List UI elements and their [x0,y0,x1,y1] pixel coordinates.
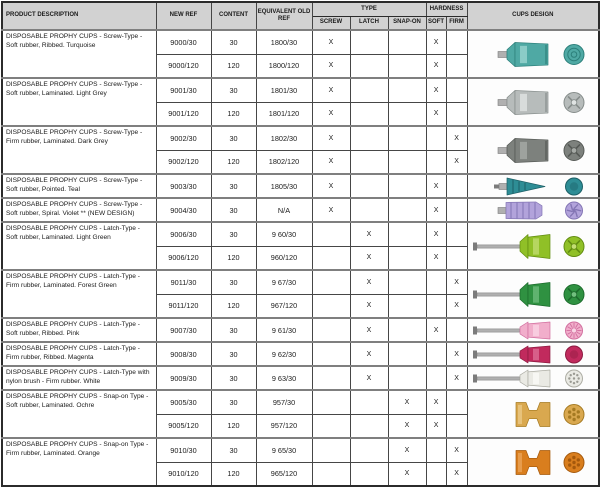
hardness-firm-cell [446,54,467,78]
content-cell: 120 [211,462,256,486]
new-ref-cell: 9005/120 [156,414,211,438]
type-snap-on-cell: X [388,390,426,414]
header-type-latch: LATCH [350,17,388,31]
header-hardness-firm: FIRM [446,17,467,31]
type-screw-cell [312,462,350,486]
content-cell: 30 [211,222,256,246]
new-ref-cell: 9003/30 [156,174,211,198]
old-ref-cell: 1805/30 [256,174,312,198]
type-latch-cell: X [350,294,388,318]
table-row [2,198,599,222]
old-ref-cell: 9 65/30 [256,438,312,462]
type-snap-on-cell [388,54,426,78]
hardness-firm-cell: X [446,438,467,462]
type-screw-cell: X [312,54,350,78]
table-row [2,270,599,294]
type-latch-cell [350,54,388,78]
new-ref-cell: 9002/120 [156,150,211,174]
new-ref-cell: 9010/120 [156,462,211,486]
cup-design-cell [467,390,599,438]
product-description-cell: DISPOSABLE PROPHY CUPS - Latch-Type - Soft rubber, Laminated. Light Green [2,222,156,270]
cup-design-cell [467,366,599,390]
new-ref-cell: 9008/30 [156,342,211,366]
hardness-soft-cell [426,294,446,318]
old-ref-cell: 9 63/30 [256,366,312,390]
hardness-firm-cell [446,318,467,342]
hardness-firm-cell [446,198,467,222]
hardness-firm-cell [446,78,467,102]
header-content: CONTENT [211,2,256,30]
violet-spiral-screw-cup-icon [470,201,596,220]
header-cups-design: CUPS DESIGN [467,2,599,30]
old-ref-cell: 9 60/30 [256,222,312,246]
content-cell: 120 [211,102,256,126]
table-row [2,30,599,54]
content-cell: 30 [211,342,256,366]
hardness-soft-cell: X [426,222,446,246]
cup-design-cell [467,198,599,222]
type-screw-cell [312,390,350,414]
type-snap-on-cell [388,294,426,318]
light-green-laminated-latch-cup-icon [470,225,596,268]
content-cell: 120 [211,246,256,270]
new-ref-cell: 9001/30 [156,78,211,102]
type-snap-on-cell: X [388,462,426,486]
hardness-soft-cell: X [426,414,446,438]
cup-design-cell [467,222,599,270]
hardness-soft-cell: X [426,102,446,126]
content-cell: 30 [211,318,256,342]
type-snap-on-cell [388,174,426,198]
new-ref-cell: 9000/120 [156,54,211,78]
hardness-soft-cell [426,342,446,366]
type-snap-on-cell [388,270,426,294]
light-grey-laminated-screw-cup-icon [470,81,596,124]
hardness-soft-cell: X [426,54,446,78]
hardness-soft-cell [426,270,446,294]
hardness-soft-cell: X [426,30,446,54]
type-screw-cell: X [312,30,350,54]
product-description-cell: DISPOSABLE PROPHY CUPS - Screw-Type - Soft rubber, Laminated. Light Grey [2,78,156,126]
content-cell: 30 [211,78,256,102]
type-screw-cell [312,342,350,366]
table-row [2,438,599,462]
type-screw-cell [312,414,350,438]
type-screw-cell: X [312,150,350,174]
old-ref-cell: 1800/30 [256,30,312,54]
type-screw-cell [312,222,350,246]
new-ref-cell: 9004/30 [156,198,211,222]
header-hardness: HARDNESS [426,2,467,17]
hardness-firm-cell [446,102,467,126]
type-latch-cell [350,30,388,54]
content-cell: 120 [211,414,256,438]
product-description-cell: DISPOSABLE PROPHY CUPS - Latch-Type - Soft rubber, Ribbed. Pink [2,318,156,342]
new-ref-cell: 9002/30 [156,126,211,150]
hardness-soft-cell: X [426,78,446,102]
hardness-soft-cell: X [426,174,446,198]
hardness-soft-cell [426,366,446,390]
content-cell: 120 [211,294,256,318]
old-ref-cell: 1802/120 [256,150,312,174]
type-latch-cell: X [350,318,388,342]
type-latch-cell [350,198,388,222]
content-cell: 30 [211,270,256,294]
hardness-soft-cell [426,150,446,174]
content-cell: 120 [211,150,256,174]
old-ref-cell: 965/120 [256,462,312,486]
old-ref-cell: 957/120 [256,414,312,438]
pink-ribbed-latch-cup-icon [470,321,596,340]
old-ref-cell: 967/120 [256,294,312,318]
new-ref-cell: 9007/30 [156,318,211,342]
type-snap-on-cell [388,78,426,102]
type-snap-on-cell [388,102,426,126]
teal-pointed-screw-cup-icon [470,177,596,196]
turquoise-ribbed-screw-cup-icon [470,33,596,76]
white-nylon-brush-latch-cup-icon [470,369,596,388]
type-latch-cell [350,462,388,486]
hardness-firm-cell: X [446,270,467,294]
cup-design-cell [467,270,599,318]
type-latch-cell: X [350,246,388,270]
hardness-soft-cell [426,126,446,150]
hardness-firm-cell: X [446,342,467,366]
product-description-cell: DISPOSABLE PROPHY CUPS - Snap-on Type - Soft rubber, Laminated. Ochre [2,390,156,438]
cup-design-cell [467,78,599,126]
cup-design-cell [467,126,599,174]
table-row [2,366,599,390]
product-description-cell: DISPOSABLE PROPHY CUPS - Latch-Type - Firm rubber, Ribbed. Magenta [2,342,156,366]
header-hardness-soft: SOFT [426,17,446,31]
type-snap-on-cell [388,366,426,390]
content-cell: 30 [211,126,256,150]
type-latch-cell [350,438,388,462]
hardness-firm-cell [446,222,467,246]
new-ref-cell: 9009/30 [156,366,211,390]
type-latch-cell: X [350,366,388,390]
type-latch-cell [350,78,388,102]
table-row [2,390,599,414]
old-ref-cell: 957/30 [256,390,312,414]
hardness-soft-cell: X [426,246,446,270]
type-latch-cell: X [350,222,388,246]
type-snap-on-cell [388,318,426,342]
table-row [2,342,599,366]
content-cell: 30 [211,174,256,198]
type-snap-on-cell [388,222,426,246]
type-screw-cell: X [312,198,350,222]
content-cell: 30 [211,390,256,414]
hardness-firm-cell [446,246,467,270]
product-description-cell: DISPOSABLE PROPHY CUPS - Screw-Type - Soft rubber, Spiral. Violet ** (NEW DESIGN) [2,198,156,222]
catalog-table-body [2,30,599,486]
old-ref-cell: 9 67/30 [256,270,312,294]
cup-design-cell [467,174,599,198]
product-description-cell: DISPOSABLE PROPHY CUPS - Snap-on Type - Firm rubber, Laminated. Orange [2,438,156,486]
hardness-firm-cell: X [446,366,467,390]
type-snap-on-cell [388,246,426,270]
new-ref-cell: 9006/120 [156,246,211,270]
product-description-cell: DISPOSABLE PROPHY CUPS - Latch-Type - Firm rubber, Laminated. Forest Green [2,270,156,318]
table-row [2,126,599,150]
type-latch-cell: X [350,270,388,294]
type-snap-on-cell [388,198,426,222]
header-product-description: PRODUCT DESCRIPTION [2,2,156,30]
type-screw-cell: X [312,78,350,102]
content-cell: 120 [211,54,256,78]
hardness-soft-cell [426,438,446,462]
hardness-firm-cell: X [446,294,467,318]
product-description-cell: DISPOSABLE PROPHY CUPS - Latch-Type with nylon brush - Firm rubber. White [2,366,156,390]
new-ref-cell: 9006/30 [156,222,211,246]
type-screw-cell [312,438,350,462]
new-ref-cell: 9011/30 [156,270,211,294]
old-ref-cell: 9 62/30 [256,342,312,366]
type-latch-cell [350,102,388,126]
type-latch-cell [350,150,388,174]
cup-design-cell [467,318,599,342]
orange-laminated-snap-on-cup-icon [470,441,596,484]
hardness-firm-cell [446,174,467,198]
new-ref-cell: 9001/120 [156,102,211,126]
type-latch-cell: X [350,342,388,366]
type-latch-cell [350,126,388,150]
type-screw-cell [312,246,350,270]
new-ref-cell: 9010/30 [156,438,211,462]
type-screw-cell: X [312,102,350,126]
type-screw-cell: X [312,126,350,150]
type-screw-cell [312,294,350,318]
type-snap-on-cell: X [388,438,426,462]
magenta-ribbed-latch-cup-icon [470,345,596,364]
hardness-firm-cell [446,30,467,54]
header-type: TYPE [312,2,426,17]
old-ref-cell: 9 61/30 [256,318,312,342]
type-screw-cell [312,270,350,294]
prophy-cups-catalog-table [1,1,600,487]
hardness-firm-cell: X [446,150,467,174]
type-snap-on-cell [388,126,426,150]
hardness-firm-cell: X [446,126,467,150]
type-screw-cell [312,318,350,342]
dark-grey-laminated-screw-cup-icon [470,129,596,172]
hardness-soft-cell: X [426,318,446,342]
cup-design-cell [467,342,599,366]
product-description-cell: DISPOSABLE PROPHY CUPS - Screw-Type - Soft rubber, Pointed. Teal [2,174,156,198]
table-row [2,78,599,102]
old-ref-cell: 1802/30 [256,126,312,150]
content-cell: 30 [211,438,256,462]
hardness-soft-cell [426,462,446,486]
content-cell: 30 [211,198,256,222]
old-ref-cell: 1801/30 [256,78,312,102]
new-ref-cell: 9005/30 [156,390,211,414]
header-old-ref: EQUIVALENT OLD REF [256,2,312,30]
table-row [2,222,599,246]
type-screw-cell: X [312,174,350,198]
table-row [2,318,599,342]
type-snap-on-cell [388,30,426,54]
header-type-screw: SCREW [312,17,350,31]
hardness-firm-cell [446,414,467,438]
hardness-firm-cell: X [446,462,467,486]
old-ref-cell: 1801/120 [256,102,312,126]
type-latch-cell [350,174,388,198]
cup-design-cell [467,30,599,78]
old-ref-cell: 960/120 [256,246,312,270]
header-type-snap-on: SNAP-ON [388,17,426,31]
new-ref-cell: 9000/30 [156,30,211,54]
hardness-soft-cell: X [426,390,446,414]
type-snap-on-cell [388,342,426,366]
hardness-soft-cell: X [426,198,446,222]
old-ref-cell: 1800/120 [256,54,312,78]
type-snap-on-cell: X [388,414,426,438]
cup-design-cell [467,438,599,486]
new-ref-cell: 9011/120 [156,294,211,318]
product-description-cell: DISPOSABLE PROPHY CUPS - Screw-Type - Firm rubber, Laminated. Dark Grey [2,126,156,174]
ochre-laminated-snap-on-cup-icon [470,393,596,436]
table-row [2,174,599,198]
type-snap-on-cell [388,150,426,174]
forest-green-laminated-latch-cup-icon [470,273,596,316]
type-screw-cell [312,366,350,390]
content-cell: 30 [211,366,256,390]
product-description-cell: DISPOSABLE PROPHY CUPS - Screw-Type - Soft rubber, Ribbed. Turquoise [2,30,156,78]
type-latch-cell [350,390,388,414]
hardness-firm-cell [446,390,467,414]
old-ref-cell: N/A [256,198,312,222]
header-new-ref: NEW REF [156,2,211,30]
type-latch-cell [350,414,388,438]
content-cell: 30 [211,30,256,54]
